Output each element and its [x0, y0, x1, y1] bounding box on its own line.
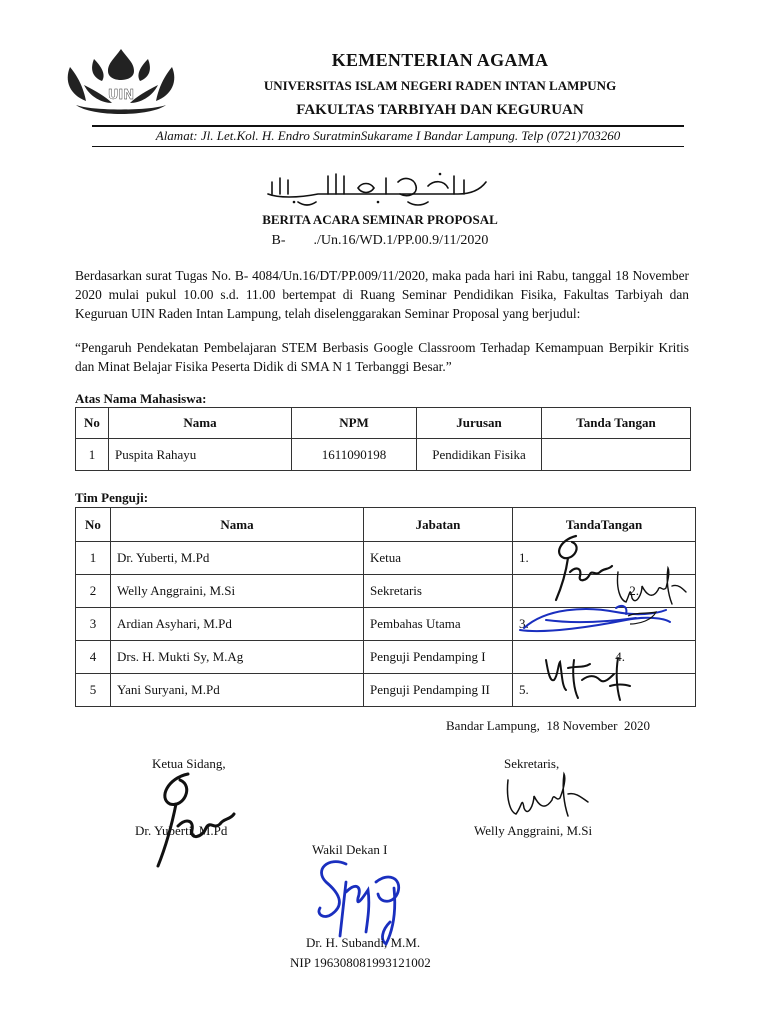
student-table-header: [76, 408, 691, 439]
signature-wakil-dekan: [306, 852, 424, 948]
wakil-dekan-name: Dr. H. Subandi, M.M.: [306, 935, 421, 950]
wakil-dekan-label: Wakil Dekan I: [312, 842, 388, 857]
student-section-label: Atas Nama Mahasiswa:: [75, 391, 207, 406]
bismillah-calligraphy: [258, 168, 498, 208]
cell-nama: Yani Suryani, M.Pd: [111, 674, 364, 707]
address-line: Alamat: Jl. Let.Kol. H. Endro SuratminSukarame I Bandar Lampung. Telp (0721)703260: [155, 128, 621, 143]
cell-jabatan: Sekretaris: [364, 575, 513, 608]
svg-text:UIN: UIN: [107, 88, 135, 103]
student-table: [75, 407, 691, 471]
col-nama: Nama: [111, 508, 364, 542]
cell-nama: Welly Anggraini, M.Si: [111, 575, 364, 608]
table-row: [76, 439, 691, 471]
document-title: BERITA ACARA SEMINAR PROPOSAL: [262, 212, 498, 227]
proposal-title-paragraph: “Pengaruh Pendekatan Pembelajaran STEM Berbasis Google Classroom Terhadap Kemampuan Berpikir Kritis dan Minat Belajar Fisika Peserta Didik di SMA N 1 Terbanggi Besar.”: [75, 340, 689, 374]
ministry-heading: KEMENTERIAN AGAMA: [331, 50, 549, 70]
cell-signature-slot: 2.: [513, 575, 696, 608]
cell-npm: 1611090198: [292, 439, 417, 471]
col-jabatan: Jabatan: [364, 508, 513, 542]
sekretaris-label: Sekretaris,: [504, 756, 560, 771]
cell-nama: Drs. H. Mukti Sy, M.Ag: [111, 641, 364, 674]
cell-no: 1: [76, 542, 111, 575]
signature-mukti: [540, 650, 632, 706]
sekretaris-name: Welly Anggraini, M.Si: [474, 823, 593, 838]
letterhead-rule: [92, 125, 684, 127]
col-npm: NPM: [292, 408, 417, 439]
col-nama: Nama: [109, 408, 292, 439]
cell-jabatan: Penguji Pendamping I: [364, 641, 513, 674]
col-tanda-tangan: Tanda Tangan: [542, 408, 691, 439]
col-jurusan: Jurusan: [417, 408, 542, 439]
signature-yuberti: [548, 532, 618, 604]
cell-nama: Ardian Asyhari, M.Pd: [111, 608, 364, 641]
place-date: Bandar Lampung, 18 November 2020: [446, 718, 650, 733]
cell-signature-slot: 1.: [513, 542, 696, 575]
ketua-sidang-name: Dr. Yuberti, M.Pd: [135, 823, 228, 838]
letterhead-rule-thin: [92, 146, 684, 147]
wakil-dekan-nip: NIP 196308081993121002: [290, 955, 431, 970]
cell-no: 3: [76, 608, 111, 641]
cell-no: 5: [76, 674, 111, 707]
intro-paragraph: Berdasarkan surat Tugas No. B- 4084/Un.16/DT/PP.009/11/2020, maka pada hari ini Rabu, tanggal 18 November 2020 mulai pukul 10.00 s.d. 11.00 bertempat di Ruang Seminar Pendidikan Fisika, Fakultas Tarbiyah dan Keguruan UIN Raden Intan Lampung, telah diselenggarakan Seminar Proposal yang berjudul:: [75, 268, 689, 321]
cell-jabatan: Pembahas Utama: [364, 608, 513, 641]
cell-signature-slot: 5.: [513, 674, 696, 707]
cell-nama: Dr. Yuberti, M.Pd: [111, 542, 364, 575]
cell-no: 1: [76, 439, 109, 471]
col-no: No: [76, 508, 111, 542]
cell-tanda-tangan: [542, 439, 691, 471]
examiner-section-label: Tim Penguji:: [75, 490, 149, 505]
cell-nama: Puspita Rahayu: [109, 439, 292, 471]
university-logo: [62, 45, 180, 123]
cell-no: 4: [76, 641, 111, 674]
cell-jabatan: Ketua: [364, 542, 513, 575]
ketua-sidang-label: Ketua Sidang,: [152, 756, 226, 771]
cell-signature-slot: 4.: [513, 641, 696, 674]
faculty-heading: FAKULTAS TARBIYAH DAN KEGURUAN: [296, 102, 584, 118]
signature-ardian: [516, 602, 676, 638]
cell-no: 2: [76, 575, 111, 608]
university-heading: UNIVERSITAS ISLAM NEGERI RADEN INTAN LAMPUNG: [263, 78, 617, 93]
cell-signature-slot: 3.: [513, 608, 696, 641]
col-no: No: [76, 408, 109, 439]
cell-jabatan: Penguji Pendamping II: [364, 674, 513, 707]
col-tanda-tangan: TandaTangan: [513, 508, 696, 542]
cell-jurusan: Pendidikan Fisika: [417, 439, 542, 471]
document-number: B- ./Un.16/WD.1/PP.00.9/11/2020: [271, 233, 489, 248]
signature-ketua: [148, 768, 238, 872]
